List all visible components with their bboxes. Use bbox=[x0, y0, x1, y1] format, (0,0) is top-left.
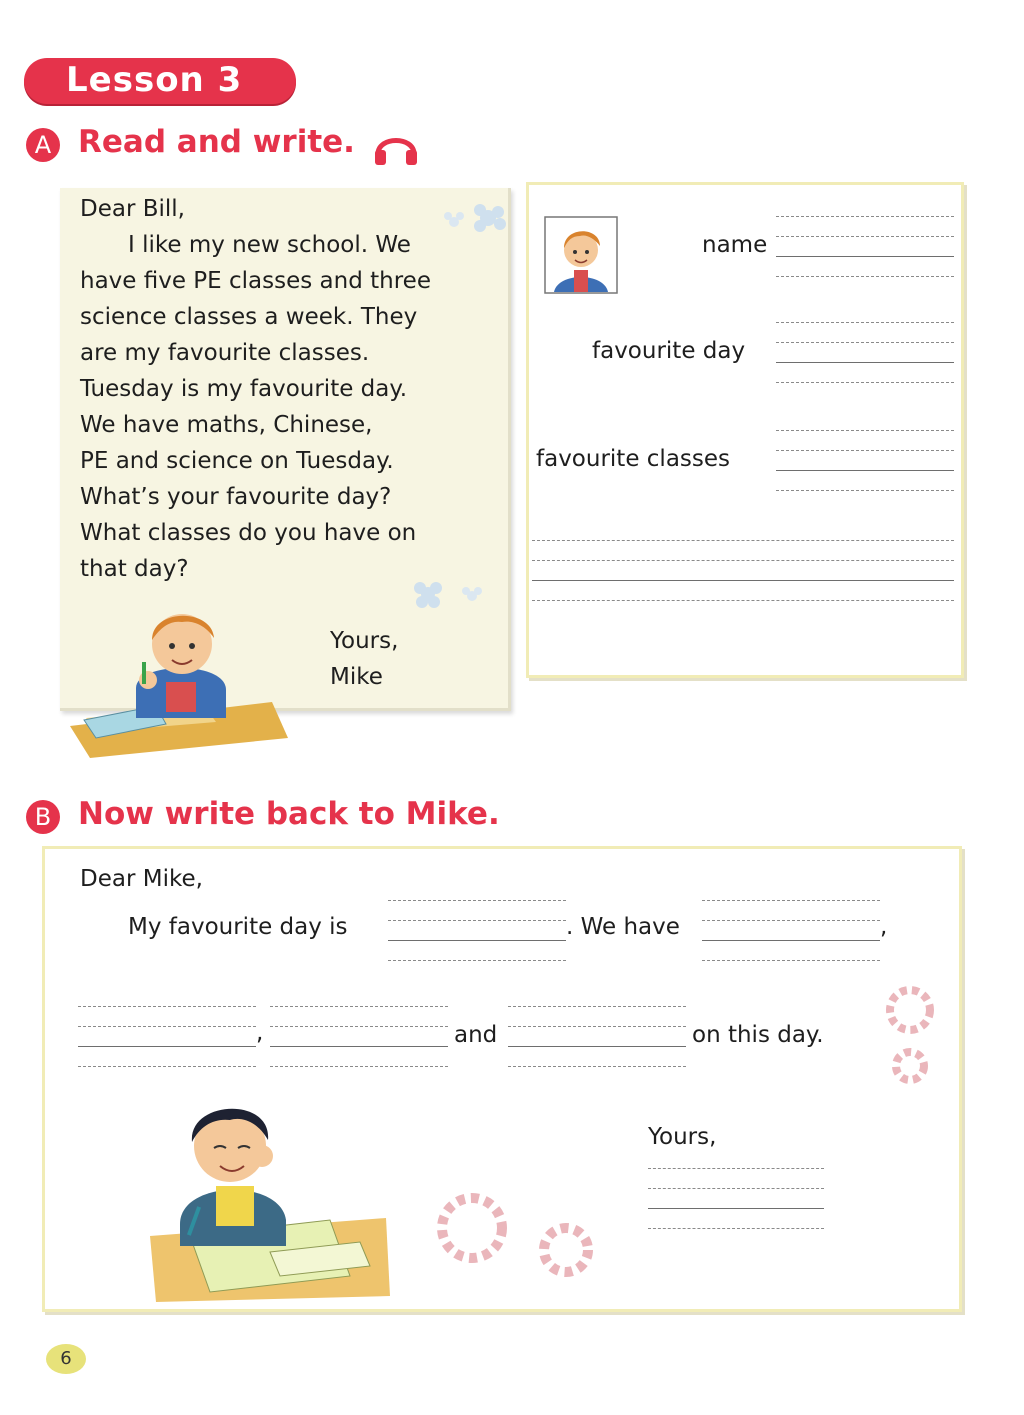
letter-line: science classes a week. They bbox=[80, 304, 418, 330]
letter-line: Tuesday is my favourite day. bbox=[80, 376, 408, 402]
letter-line: that day? bbox=[80, 556, 189, 582]
extra-writing-lines[interactable] bbox=[532, 540, 954, 604]
class-blank-3[interactable] bbox=[270, 1006, 448, 1070]
name-writing-lines[interactable] bbox=[776, 216, 954, 280]
class-blank-2[interactable] bbox=[78, 1006, 256, 1070]
form-label-name: name bbox=[702, 232, 768, 258]
lesson-title: Lesson 3 bbox=[66, 60, 243, 100]
page-number: 6 bbox=[46, 1344, 86, 1374]
section-a-title: Read and write. bbox=[78, 124, 355, 160]
class-blank-1[interactable] bbox=[702, 900, 880, 964]
reply-and: and bbox=[454, 1022, 498, 1048]
favourite-day-blank[interactable] bbox=[388, 900, 566, 964]
favourite-day-writing-lines[interactable] bbox=[776, 322, 954, 386]
comma-separator: , bbox=[880, 914, 888, 940]
reply-we-have: . We have bbox=[566, 914, 680, 940]
reply-sentence-start: My favourite day is bbox=[128, 914, 348, 940]
headphones-icon[interactable] bbox=[372, 126, 420, 166]
comma-separator: , bbox=[256, 1020, 264, 1046]
letter-line: What classes do you have on bbox=[80, 520, 417, 546]
reply-on-this-day: on this day. bbox=[692, 1022, 824, 1048]
letter-line: PE and science on Tuesday. bbox=[80, 448, 394, 474]
letter-closing: Yours, bbox=[330, 628, 399, 654]
section-a-badge: A bbox=[26, 128, 60, 162]
letter-signature: Mike bbox=[330, 664, 383, 690]
flower-decoration-icon bbox=[424, 1184, 604, 1284]
form-label-favourite-day: favourite day bbox=[592, 338, 746, 364]
reply-closing: Yours, bbox=[648, 1124, 717, 1150]
signature-blank[interactable] bbox=[648, 1168, 824, 1232]
reply-greeting: Dear Mike, bbox=[80, 866, 203, 892]
letter-greeting: Dear Bill, bbox=[80, 196, 185, 222]
letter-line: have five PE classes and three bbox=[80, 268, 431, 294]
favourite-classes-writing-lines[interactable] bbox=[776, 430, 954, 494]
class-blank-4[interactable] bbox=[508, 1006, 686, 1070]
flower-decoration-icon bbox=[408, 574, 488, 614]
section-b-title: Now write back to Mike. bbox=[78, 796, 500, 832]
boy-writing-illustration bbox=[150, 1086, 390, 1306]
boy-writing-illustration bbox=[66, 598, 292, 760]
section-b-badge: B bbox=[26, 800, 60, 834]
flower-decoration-icon bbox=[440, 196, 510, 246]
letter-line: are my favourite classes. bbox=[80, 340, 370, 366]
mike-portrait-image bbox=[544, 216, 618, 294]
letter-line: What’s your favourite day? bbox=[80, 484, 392, 510]
flower-decoration-icon bbox=[876, 980, 942, 1092]
letter-line: I like my new school. We bbox=[128, 232, 411, 258]
letter-line: We have maths, Chinese, bbox=[80, 412, 373, 438]
form-label-favourite-classes: favourite classes bbox=[536, 446, 731, 472]
